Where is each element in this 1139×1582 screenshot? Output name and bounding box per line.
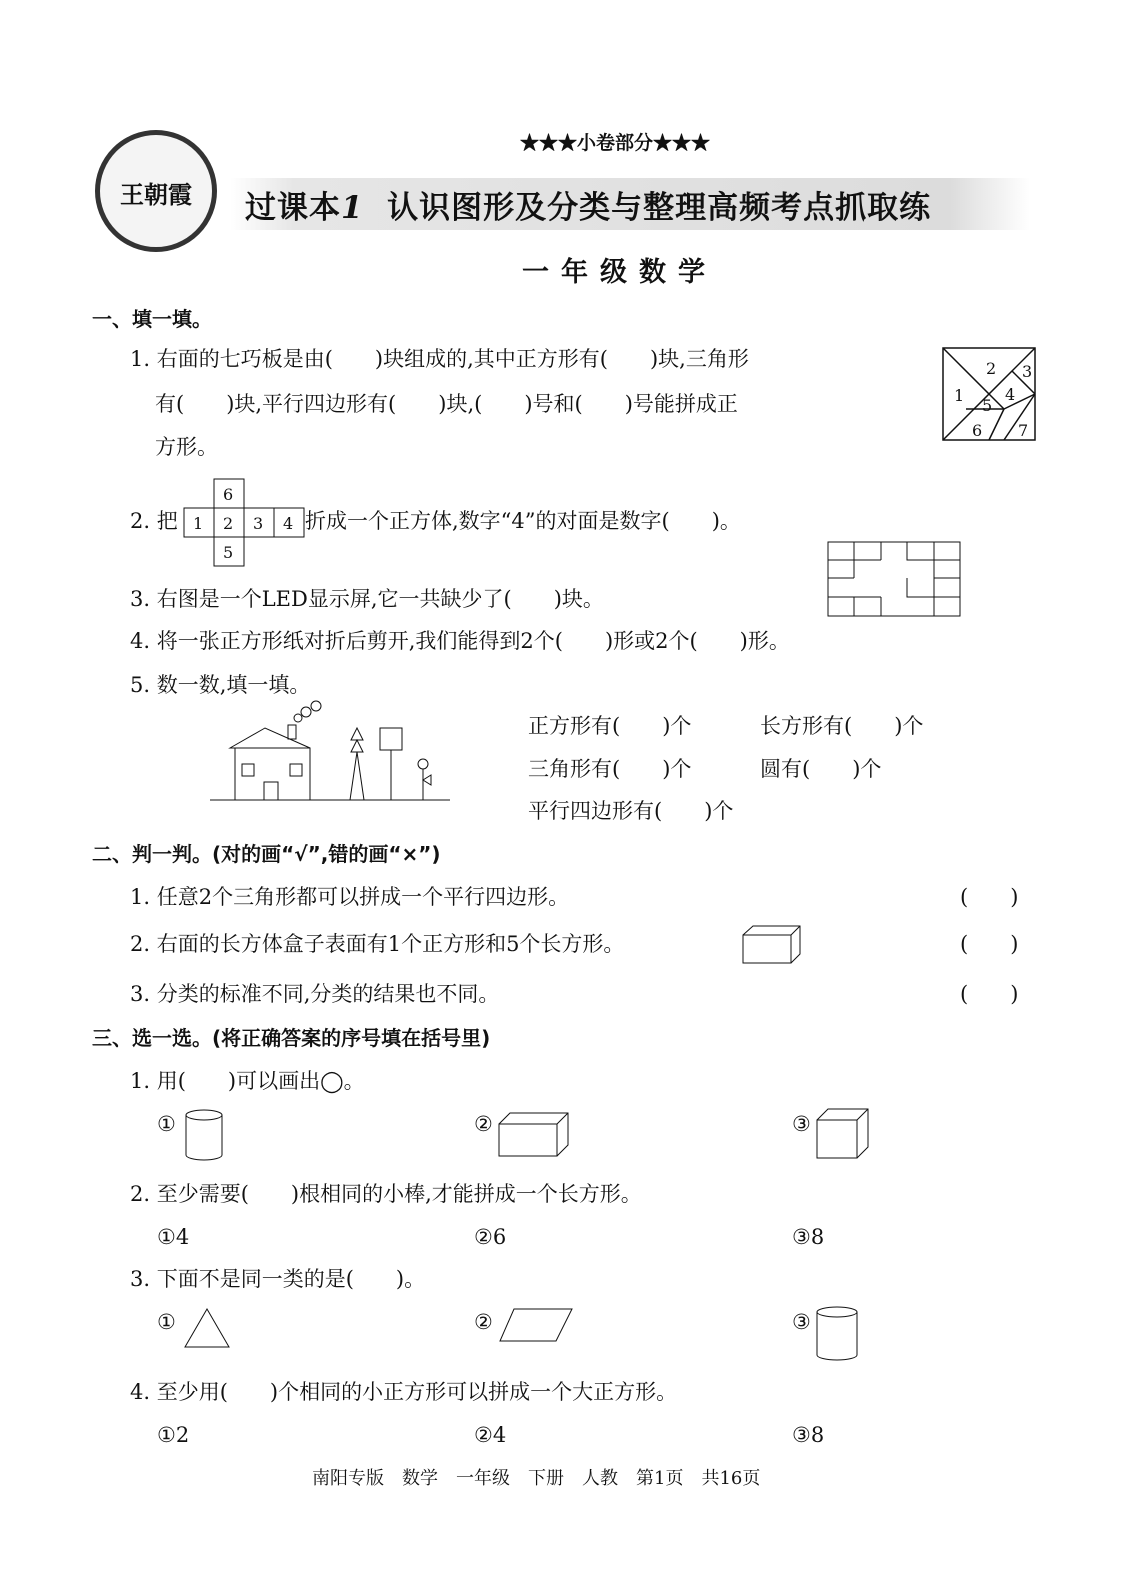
section3-heading: 三、选一选。(将正确答案的序号填在括号里) <box>92 1026 491 1050</box>
svg-text:2: 2 <box>223 514 234 533</box>
q1-line1: 1. 右面的七巧板是由( )块组成的,其中正方形有( )块,三角形 <box>130 347 749 371</box>
cylinder-icon <box>184 1108 224 1163</box>
choice-q2: 2. 至少需要( )根相同的小棒,才能拼成一个长方形。 <box>130 1182 642 1206</box>
count-rectangles: 长方形有( )个 <box>760 714 924 738</box>
q1-line3: 方形。 <box>155 435 218 459</box>
q3-text: 3. 右图是一个LED显示屏,它一共缺少了( )块。 <box>130 587 604 611</box>
choice-q2-option-1: ①4 <box>157 1225 190 1249</box>
count-squares: 正方形有( )个 <box>528 714 692 738</box>
cuboid-box-figure <box>742 925 802 965</box>
svg-text:3: 3 <box>253 514 264 533</box>
choice-q2-option-3: ③8 <box>792 1225 825 1249</box>
choice-q3-option-1: ① <box>157 1310 176 1334</box>
choice-q1-option-2: ② <box>474 1112 493 1136</box>
choice-q1-option-1: ① <box>157 1112 176 1136</box>
tangram-label-2: 2 <box>986 359 997 378</box>
svg-text:1: 1 <box>193 514 204 533</box>
triangle-icon <box>183 1307 231 1349</box>
choice-q1-option-3: ③ <box>792 1112 811 1136</box>
q1-line2: 有( )块,平行四边形有( )块,( )号和( )号能拼成正 <box>155 392 738 416</box>
tangram-label-6: 6 <box>972 421 983 440</box>
grade-subject: 一年级数学 <box>522 257 717 288</box>
cube-icon <box>816 1108 870 1160</box>
q2-suffix: 折成一个正方体,数字“4”的对面是数字( )。 <box>305 509 741 533</box>
cylinder-icon <box>815 1305 859 1363</box>
choice-q4: 4. 至少用( )个相同的小正方形可以拼成一个大正方形。 <box>130 1380 678 1404</box>
tangram-label-3: 3 <box>1022 362 1033 381</box>
count-parallelograms: 平行四边形有( )个 <box>528 799 734 823</box>
q2-prefix: 2. 把 <box>130 509 178 533</box>
judge-item-3: 3. 分类的标准不同,分类的结果也不同。 <box>130 982 500 1006</box>
svg-text:4: 4 <box>283 514 294 533</box>
svg-text:6: 6 <box>223 485 234 504</box>
q5-text: 5. 数一数,填一填。 <box>130 673 311 697</box>
led-display-figure <box>827 541 961 617</box>
judge-answer-2[interactable]: ( ) <box>960 932 1019 956</box>
page-title: 过课本1 认识图形及分类与整理高频考点抓取练 <box>245 190 932 226</box>
choice-q1: 1. 用( )可以画出◯。 <box>130 1069 365 1093</box>
judge-answer-3[interactable]: ( ) <box>960 982 1019 1006</box>
page-footer: 南阳专版 数学 一年级 下册 人教 第1页 共16页 <box>312 1468 761 1489</box>
cube-net-figure <box>183 478 305 568</box>
choice-q3: 3. 下面不是同一类的是( )。 <box>130 1267 426 1291</box>
tangram-figure <box>942 347 1037 441</box>
judge-item-2: 2. 右面的长方体盒子表面有1个正方形和5个长方形。 <box>130 932 625 956</box>
subtitle: ★★★小卷部分★★★ <box>520 132 711 154</box>
section1-heading: 一、填一填。 <box>92 307 212 331</box>
tangram-label-7: 7 <box>1018 421 1029 440</box>
judge-answer-1[interactable]: ( ) <box>960 885 1019 909</box>
house-scene-figure <box>210 700 450 805</box>
choice-q4-option-3: ③8 <box>792 1423 825 1447</box>
tangram-label-4: 4 <box>1005 385 1016 404</box>
judge-item-1: 1. 任意2个三角形都可以拼成一个平行四边形。 <box>130 885 570 909</box>
count-triangles: 三角形有( )个 <box>528 757 692 781</box>
count-circles: 圆有( )个 <box>760 757 882 781</box>
tangram-label-1: 1 <box>954 386 965 405</box>
choice-q3-option-2: ② <box>474 1310 493 1334</box>
section2-heading: 二、判一判。(对的画“√”,错的画“×”) <box>92 842 441 866</box>
svg-text:5: 5 <box>223 543 234 562</box>
choice-q3-option-3: ③ <box>792 1310 811 1334</box>
parallelogram-icon <box>498 1307 574 1343</box>
cuboid-icon <box>498 1112 570 1158</box>
choice-q4-option-2: ②4 <box>474 1423 507 1447</box>
publisher-logo: 王朝霞 <box>95 130 217 252</box>
choice-q2-option-2: ②6 <box>474 1225 507 1249</box>
q4-text: 4. 将一张正方形纸对折后剪开,我们能得到2个( )形或2个( )形。 <box>130 629 790 653</box>
choice-q4-option-1: ①2 <box>157 1423 190 1447</box>
tangram-label-5: 5 <box>982 396 993 415</box>
